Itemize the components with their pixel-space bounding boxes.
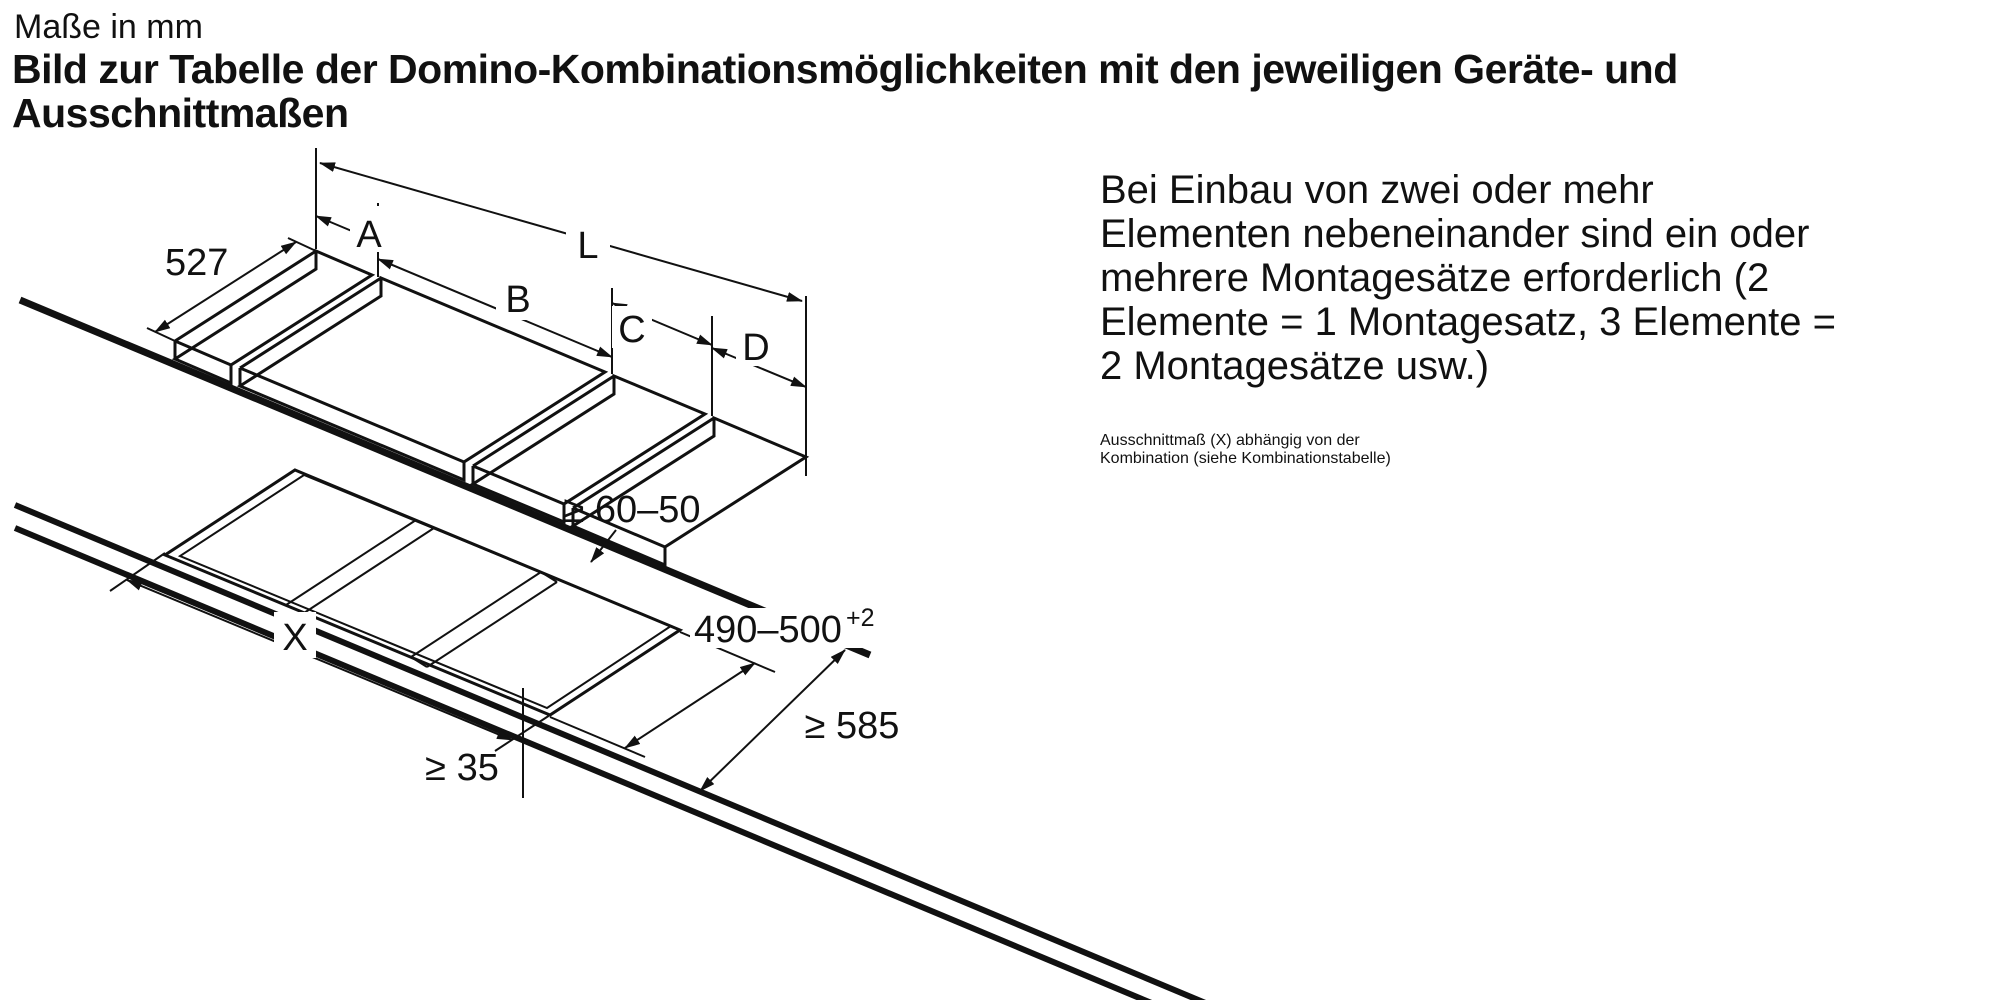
montage-rail-1 xyxy=(286,520,434,613)
page-title-line2: Ausschnittmaßen xyxy=(12,90,349,136)
dimension-a xyxy=(316,206,390,256)
dimension-min585 xyxy=(700,650,899,791)
note-line: Ausschnittmaß (X) abhängig von der xyxy=(1100,432,1360,449)
dimension-min585-label: ≥ 585 xyxy=(804,705,900,747)
dimension-x-label: X xyxy=(282,617,308,659)
dimension-min35-label: ≥ 35 xyxy=(425,747,499,789)
dimension-b-label: B xyxy=(505,279,531,321)
dimension-cutout-depth-label: 490–500 xyxy=(694,609,842,651)
dimension-c-label: C xyxy=(618,309,646,351)
dimension-527-label: 527 xyxy=(165,242,229,284)
page-title-line1: Bild zur Tabelle der Domino-Kombinationsmöglichkeiten mit den jeweiligen Geräte- und xyxy=(12,46,1678,92)
dimension-d xyxy=(712,324,806,387)
note-line: Kombination (siehe Kombinationstabelle) xyxy=(1100,450,1391,467)
dimension-d-label: D xyxy=(742,327,770,369)
dimension-l xyxy=(320,163,802,301)
units-note: Maße in mm xyxy=(14,8,203,46)
dimension-rear-gap-label: ≥ 60–50 xyxy=(563,489,701,531)
note-line: Bei Einbau von zwei oder mehr xyxy=(1100,168,1654,212)
montage-rail-2 xyxy=(411,572,557,667)
dimension-c xyxy=(612,303,712,351)
worktop-front-edge-lines xyxy=(15,505,1270,1000)
note-line: Elementen nebeneinander sind ein oder xyxy=(1100,212,1810,256)
dimension-l-label: L xyxy=(577,225,599,267)
note-line: 2 Montagesätze usw.) xyxy=(1100,344,1490,388)
dimension-a-label: A xyxy=(356,214,382,256)
dimension-cutout-depth-tolerance: +2 xyxy=(846,604,875,632)
note-line: mehrere Montagesätze erforderlich (2 xyxy=(1100,256,1770,300)
note-line: Elemente = 1 Montagesatz, 3 Elemente = xyxy=(1100,300,1836,344)
